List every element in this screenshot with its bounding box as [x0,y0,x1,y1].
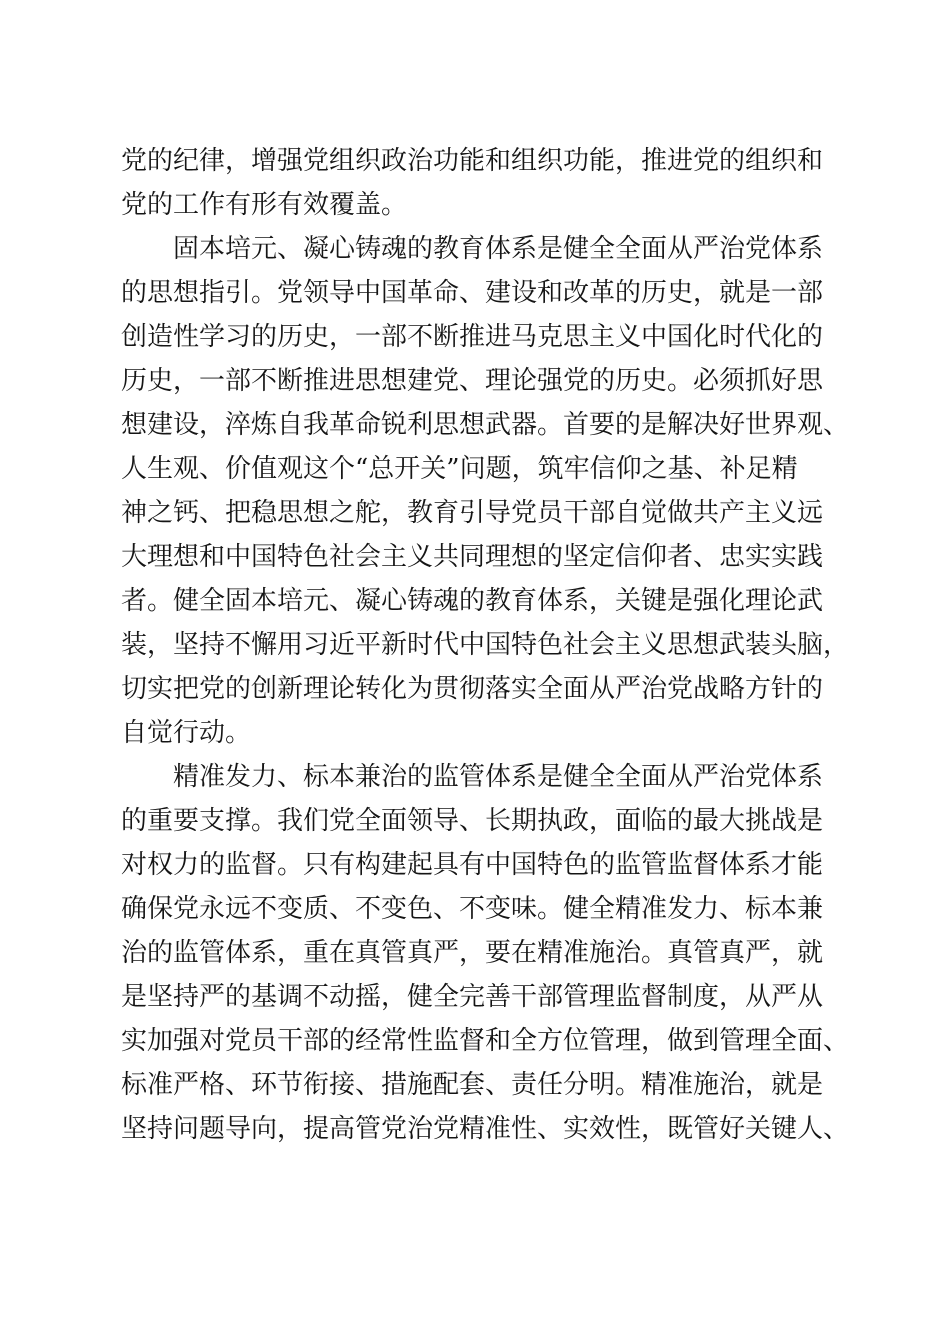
paragraph-3-line-3 [0,843,950,887]
paragraph-2-line-12 [0,711,950,755]
paragraph-3-line-6 [0,975,950,1019]
paragraph-1-line-1 [0,139,950,183]
text-line: 自觉行动。 [121,718,252,748]
paragraph-3-line-2 [0,799,950,843]
paragraph-2-line-7 [0,491,950,535]
text-line: 想建设，淬炼自我革命锐利思想武器。首要的是解决好世界观、 [121,410,850,440]
text-line: 创造性学习的历史，一部不断推进马克思主义中国化时代化的 [121,322,824,352]
paragraph-1-line-2 [0,183,950,227]
paragraph-3-line-4 [0,887,950,931]
text-line: 切实把党的创新理论转化为贯彻落实全面从严治党战略方针的 [121,674,824,704]
text-line: 对权力的监督。只有构建起具有中国特色的监管监督体系才能 [121,850,824,880]
text-line: 标准严格、环节衔接、措施配套、责任分明。精准施治，就是 [121,1070,824,1100]
text-line: 的思想指引。党领导中国革命、建设和改革的历史，就是一部 [121,278,824,308]
paragraph-2-line-9 [0,579,950,623]
text-line: 治的监管体系，重在真管真严，要在精准施治。真管真严，就 [121,938,824,968]
text-line: 人生观、价值观这个“总开关”问题，筑牢信仰之基、补足精 [121,454,798,484]
text-line: 党的纪律，增强党组织政治功能和组织功能，推进党的组织和 [121,146,824,176]
paragraph-2-line-3 [0,315,950,359]
paragraph-3-line-5 [0,931,950,975]
paragraph-2-line-11 [0,667,950,711]
paragraph-2-line-6 [0,447,950,491]
paragraph-3-line-1 [0,755,950,799]
text-line: 坚持问题导向，提高管党治党精准性、实效性，既管好关键人、 [121,1114,850,1144]
paragraph-2-line-2 [0,271,950,315]
text-line: 精准发力、标本兼治的监管体系是健全全面从严治党体系 [173,762,824,792]
text-line: 大理想和中国特色社会主义共同理想的坚定信仰者、忠实实践 [121,542,824,572]
text-line: 党的工作有形有效覆盖。 [121,190,408,220]
paragraph-2-line-4 [0,359,950,403]
paragraph-3-line-8 [0,1063,950,1107]
text-line: 历史，一部不断推进思想建党、理论强党的历史。必须抓好思 [121,366,824,396]
text-line: 装，坚持不懈用习近平新时代中国特色社会主义思想武装头脑， [121,630,850,660]
paragraph-3-line-9 [0,1107,950,1151]
text-line: 者。健全固本培元、凝心铸魂的教育体系，关键是强化理论武 [121,586,824,616]
text-line: 实加强对党员干部的经常性监督和全方位管理，做到管理全面、 [121,1026,850,1056]
text-line: 固本培元、凝心铸魂的教育体系是健全全面从严治党体系 [173,234,824,264]
text-line: 神之钙、把稳思想之舵，教育引导党员干部自觉做共产主义远 [121,498,824,528]
text-line: 是坚持严的基调不动摇，健全完善干部管理监督制度，从严从 [121,982,824,1012]
paragraph-2-line-5 [0,403,950,447]
text-line: 的重要支撑。我们党全面领导、长期执政，面临的最大挑战是 [121,806,824,836]
paragraph-2-line-10 [0,623,950,667]
text-line: 确保党永远不变质、不变色、不变味。健全精准发力、标本兼 [121,894,824,924]
paragraph-3-line-7 [0,1019,950,1063]
paragraph-2-line-8 [0,535,950,579]
paragraph-2-line-1 [0,227,950,271]
